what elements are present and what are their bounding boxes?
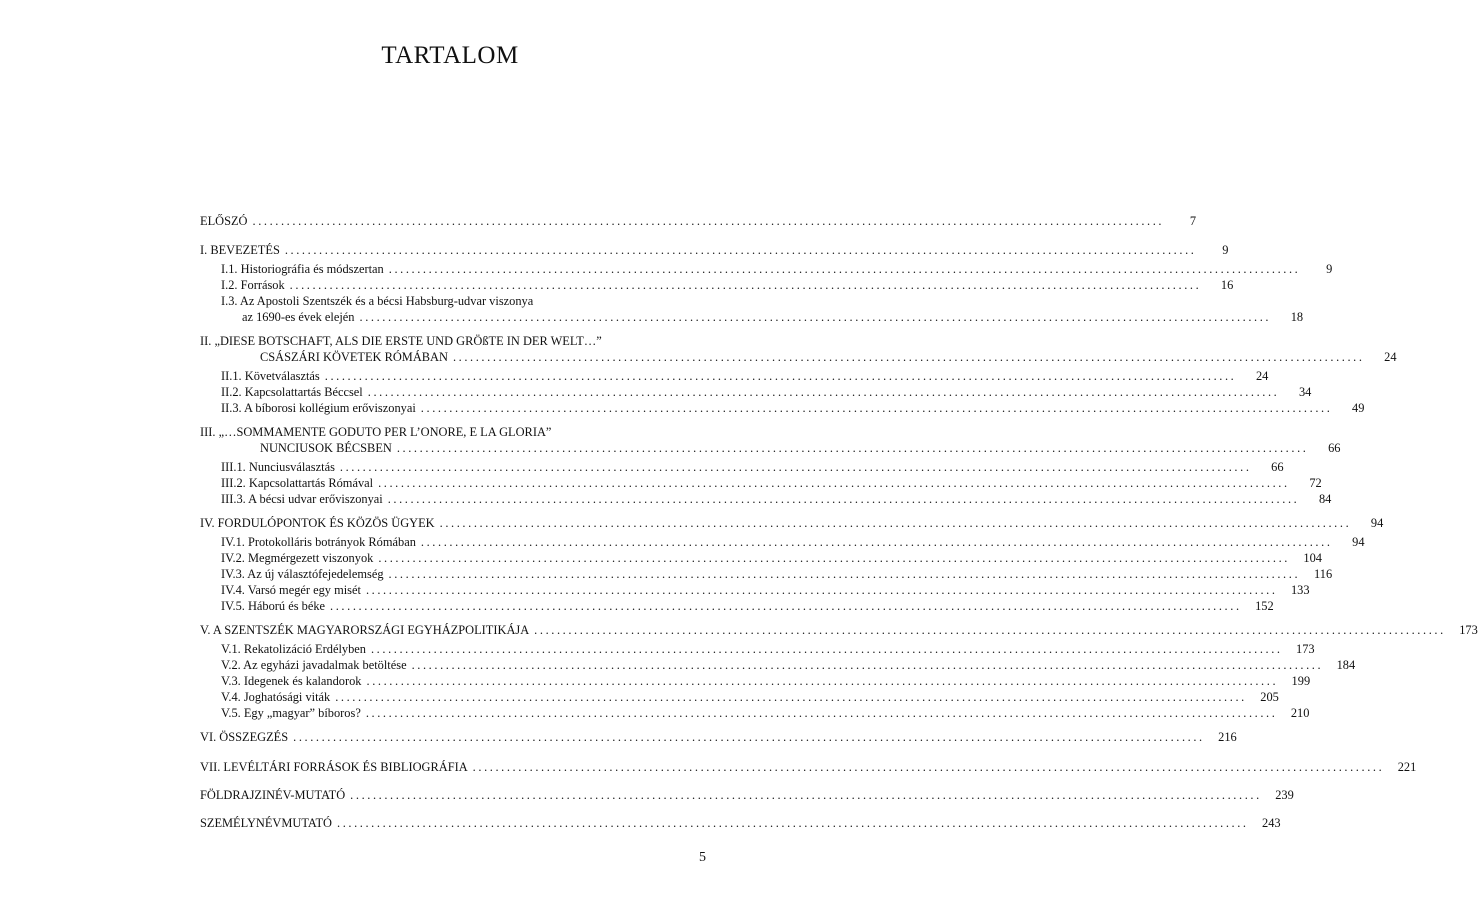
- toc-label: I.2. Források: [221, 278, 285, 292]
- dot-leader: ................................................................................................................................................................: [411, 658, 1324, 672]
- dot-leader: ................................................................................................................................................................: [337, 816, 1249, 830]
- toc-entry-iv5: [221, 598, 1274, 614]
- toc-entry-iii2: [221, 475, 1322, 491]
- toc-entry-v5: [221, 705, 1310, 721]
- toc-entry-i2: [221, 277, 1234, 293]
- page-number: 5: [699, 850, 706, 865]
- toc-page: 173: [1459, 623, 1478, 637]
- dot-leader: ................................................................................................................................................................: [439, 516, 1352, 530]
- toc-page: 94: [1352, 535, 1365, 549]
- toc-label: IV.3. Az új választófejedelemség: [221, 567, 384, 581]
- toc-label: V.1. Rekatolizáció Erdélyben: [221, 642, 366, 656]
- toc-label-i3-line1: I.3. Az Apostoli Szentszék és a bécsi Habsburg-udvar viszonya: [221, 294, 534, 308]
- toc-page: 239: [1275, 788, 1294, 802]
- toc-label: V. A SZENTSZÉK MAGYARORSZÁGI EGYHÁZPOLITIKÁJA: [200, 623, 530, 637]
- toc-page: 7: [1189, 214, 1197, 228]
- dot-leader: ................................................................................................................................................................: [365, 583, 1278, 597]
- toc-label: V.5. Egy „magyar” bíboros?: [221, 706, 361, 720]
- toc-label: ELŐSZÓ: [200, 214, 248, 228]
- toc-page: 16: [1220, 278, 1234, 292]
- toc-label: IV. FORDULÓPONTOK ÉS KÖZÖS ÜGYEK: [200, 516, 435, 530]
- toc-label: III.1. Nunciusválasztás: [221, 460, 335, 474]
- toc-page: 216: [1218, 730, 1237, 744]
- dot-leader: ................................................................................................................................................................: [324, 369, 1237, 383]
- dot-leader: ................................................................................................................................................................: [365, 706, 1278, 720]
- page-title: TARTALOM: [381, 42, 519, 69]
- toc-page: 34: [1298, 385, 1312, 399]
- dot-leader: ................................................................................................................................................................: [252, 214, 1165, 228]
- toc-page: 173: [1296, 642, 1315, 656]
- toc-page: 243: [1262, 816, 1281, 830]
- toc-page: 9: [1326, 262, 1333, 276]
- toc-label: NUNCIUSOK BÉCSBEN: [260, 441, 392, 455]
- toc-entry-ii: [200, 349, 1397, 365]
- toc-page: 205: [1260, 690, 1279, 704]
- toc-page: 133: [1290, 583, 1310, 597]
- toc-entry-vii: [200, 759, 1417, 775]
- toc-entry-i1: [221, 261, 1333, 277]
- toc-page: 66: [1328, 441, 1341, 455]
- toc-entry-iv2: [221, 550, 1322, 566]
- toc-label: III.3. A bécsi udvar erőviszonyai: [221, 492, 383, 506]
- toc-page: 104: [1303, 551, 1322, 565]
- toc-entry-ii1: [221, 368, 1269, 384]
- toc-entry-iv: [200, 515, 1384, 531]
- toc-label: VI. ÖSSZEGZÉS: [200, 730, 289, 744]
- toc-label: FÖLDRAJZINÉV-MUTATÓ: [200, 788, 346, 802]
- toc-entry-iii3: [221, 491, 1332, 507]
- toc-label: CSÁSZÁRI KÖVETEK RÓMÁBAN: [260, 350, 448, 364]
- toc-page: 66: [1271, 460, 1284, 474]
- toc-label-iii-line1: III. „…SOMMAMENTE GODUTO PER L’ONORE, E LA GLORIA”: [200, 425, 552, 439]
- toc-label: II.1. Követválasztás: [221, 369, 320, 383]
- toc-label: II.2. Kapcsolattartás Béccsel: [221, 385, 363, 399]
- toc-label: IV.1. Protokolláris botrányok Rómában: [221, 535, 416, 549]
- dot-leader: ................................................................................................................................................................: [359, 310, 1272, 324]
- dot-leader: ................................................................................................................................................................: [452, 350, 1365, 364]
- dot-leader: ................................................................................................................................................................: [534, 623, 1446, 637]
- dot-leader: ................................................................................................................................................................: [339, 460, 1252, 474]
- toc-label: III.2. Kapcsolattartás Rómával: [221, 476, 374, 490]
- dot-leader: ................................................................................................................................................................: [472, 760, 1385, 774]
- toc-page: 221: [1397, 760, 1417, 774]
- dot-leader: ................................................................................................................................................................: [293, 730, 1205, 744]
- toc-entry-iv3: [221, 566, 1333, 582]
- toc-entry-i3: [221, 309, 1304, 325]
- dot-leader: ................................................................................................................................................................: [378, 476, 1290, 490]
- dot-leader: ................................................................................................................................................................: [350, 788, 1262, 802]
- toc-page: 24: [1255, 369, 1269, 383]
- toc-page: 94: [1370, 516, 1384, 530]
- toc-page: 184: [1336, 658, 1356, 672]
- toc-entry-iv1: [221, 534, 1365, 550]
- toc-label: VII. LEVÉLTÁRI FORRÁSOK ÉS BIBLIOGRÁFIA: [200, 760, 468, 774]
- toc-entry-iii1: [221, 459, 1284, 475]
- toc-entry-vi: [200, 729, 1237, 745]
- toc-entry-v1: [221, 641, 1315, 657]
- toc-label: SZEMÉLYNÉVMUTATÓ: [200, 816, 332, 830]
- toc-label: II.3. A bíborosi kollégium erőviszonyai: [221, 401, 416, 415]
- toc-entry-v3: [221, 673, 1311, 689]
- toc-page: 199: [1291, 674, 1311, 688]
- toc-entry-v4: [221, 689, 1279, 705]
- toc-label: IV.4. Varsó megér egy misét: [221, 583, 361, 597]
- toc-label: V.2. Az egyházi javadalmak betöltése: [221, 658, 407, 672]
- toc-page: 72: [1309, 476, 1322, 490]
- dot-leader: ................................................................................................................................................................: [289, 278, 1202, 292]
- dot-leader: ................................................................................................................................................................: [370, 642, 1283, 656]
- toc-label: V.4. Joghatósági viták: [221, 690, 331, 704]
- toc-page: 116: [1314, 567, 1333, 581]
- dot-leader: ................................................................................................................................................................: [330, 599, 1242, 613]
- toc-label: V.3. Idegenek és kalandorok: [221, 674, 362, 688]
- toc-label: I. BEVEZETÉS: [200, 243, 280, 257]
- toc-entry-v2: [221, 657, 1356, 673]
- toc-label-ii-line1: II. „DIESE BOTSCHAFT, ALS DIE ERSTE UND GRÖßTE IN DER WELT…”: [200, 334, 602, 348]
- toc-page: 152: [1255, 599, 1274, 613]
- toc-page: 49: [1352, 401, 1365, 415]
- dot-leader: ................................................................................................................................................................: [396, 441, 1309, 455]
- toc-page: 9: [1222, 243, 1229, 257]
- toc-entry-v: [200, 622, 1478, 638]
- toc-entry-eloszo: [200, 213, 1197, 229]
- toc-label: IV.5. Háború és béke: [221, 599, 326, 613]
- toc-label: IV.2. Megmérgezett viszonyok: [221, 551, 374, 565]
- dot-leader: ................................................................................................................................................................: [335, 690, 1247, 704]
- toc-entry-iii: [200, 440, 1341, 456]
- dot-leader: ................................................................................................................................................................: [388, 262, 1301, 276]
- dot-leader: ................................................................................................................................................................: [388, 567, 1301, 581]
- toc-entry-iv4: [221, 582, 1310, 598]
- toc-page: 18: [1290, 310, 1304, 324]
- toc-entry-ii3: [221, 400, 1365, 416]
- toc-label: az 1690-es évek elején: [242, 310, 355, 324]
- dot-leader: ................................................................................................................................................................: [366, 674, 1279, 688]
- toc-page: 84: [1318, 492, 1332, 506]
- dot-leader: ................................................................................................................................................................: [378, 551, 1290, 565]
- dot-leader: ................................................................................................................................................................: [284, 243, 1197, 257]
- toc-entry-szemelynevmutato: [200, 815, 1281, 831]
- toc-page: 24: [1384, 350, 1397, 364]
- dot-leader: ................................................................................................................................................................: [387, 492, 1300, 506]
- toc-page: 210: [1290, 706, 1310, 720]
- toc-entry-ii2: [221, 384, 1312, 400]
- dot-leader: ................................................................................................................................................................: [420, 535, 1333, 549]
- toc-label: I.1. Historiográfia és módszertan: [221, 262, 384, 276]
- toc-entry-foldrajzinev-mutato: [200, 787, 1294, 803]
- dot-leader: ................................................................................................................................................................: [367, 385, 1280, 399]
- dot-leader: ................................................................................................................................................................: [420, 401, 1333, 415]
- toc-entry-bevezetes: [200, 242, 1229, 258]
